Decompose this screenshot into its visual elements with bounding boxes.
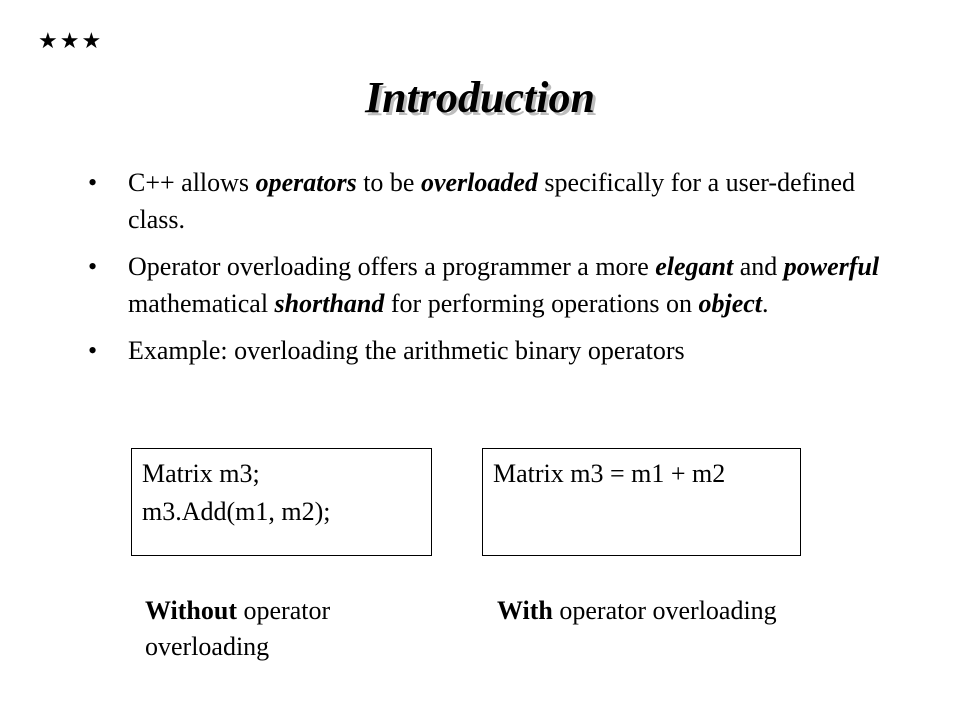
text-segment: C++ allows (128, 168, 256, 197)
bullet-text (128, 168, 855, 234)
bullet-marker: • (88, 168, 98, 197)
star-rating-icon: ★★★ (38, 28, 104, 53)
caption-text: operator overloading (145, 596, 331, 661)
code-box-without-overloading (131, 448, 432, 556)
caption-emphasis: Without (145, 596, 237, 625)
caption-text: operator overloading (552, 596, 777, 625)
bullet-item-2 (88, 248, 888, 322)
caption-without-overloading (145, 593, 445, 665)
code-line: Matrix m3 = m1 + m2 (493, 459, 726, 488)
emphasis-text: powerful (783, 252, 880, 281)
emphasis-text: overloaded (420, 168, 538, 197)
code-box-with-overloading (482, 448, 801, 556)
text-segment: specifically for a user-defined class. (128, 168, 856, 234)
text-segment: for performing operations on (384, 289, 699, 318)
bullet-item-1 (88, 164, 888, 238)
bullet-list (88, 164, 888, 379)
bullet-marker: • (88, 336, 98, 365)
text-segment: mathematical (128, 289, 275, 318)
caption-emphasis: With (497, 596, 553, 625)
text-segment: Operator overloading offers a programmer a more (128, 252, 656, 281)
bullet-text: Example: overloading the arithmetic binary operators (128, 336, 685, 365)
code-line: Matrix m3; (142, 459, 260, 488)
text-segment: and (733, 252, 784, 281)
text-segment: . (762, 289, 769, 318)
bullet-marker: • (88, 252, 98, 281)
bullet-item-3 (88, 332, 888, 369)
bullet-text (128, 252, 879, 318)
emphasis-text: shorthand (274, 289, 385, 318)
code-line: m3.Add(m1, m2); (142, 497, 331, 526)
text-segment: to be (356, 168, 421, 197)
emphasis-text: object (698, 289, 763, 318)
emphasis-text: elegant (655, 252, 734, 281)
caption-with-overloading (497, 593, 797, 629)
emphasis-text: operators (255, 168, 357, 197)
slide-title: Introduction (365, 73, 595, 122)
